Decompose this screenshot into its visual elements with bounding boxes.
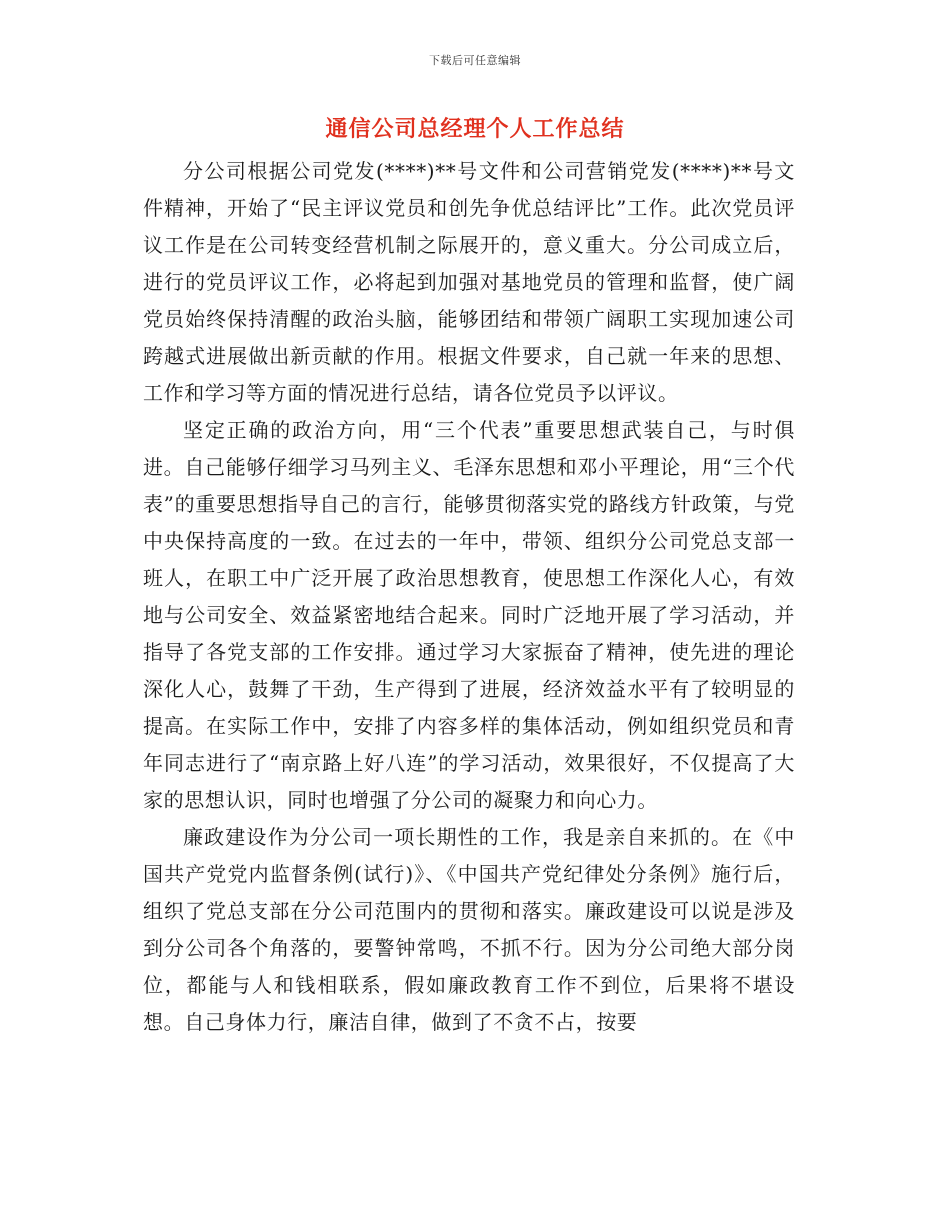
document-title: 通信公司总经理个人工作总结: [325, 116, 625, 142]
paragraph-1: 分公司根据公司党发(****)**号文件和公司营销党发(****)**号文件精神，开始了“民主评议党员和创先争优总结评比”工作。此次党员评议工作是在公司转变经营机制之际展开的，意义重大。分公司成立后，进行的党员评议工作，必将起到加强对基地党员的管理和监督，使广阔党员始终保持清醒的政治头脑，能够团结和带领广阔职工实现加速公司跨越式进展做出新贡献的作用。根据文件要求，自己就一年来的思想、工作和学习等方面的情况进行总结，请各位党员予以评议。: [143, 159, 795, 405]
paragraph-3: 廉政建设作为分公司一项长期性的工作，我是亲自来抓的。在《中国共产党党内监督条例(试行)》、《中国共产党纪律处分条例》施行后，组织了党总支部在分公司范围内的贯彻和落实。廉政建设可以说是涉及到分公司各个角落的，要警钟常鸣，不抓不行。因为分公司绝大部分岗位，都能与人和钱相联系，假如廉政教育工作不到位，后果将不堪设想。自己身体力行，廉洁自律，做到了不贪不占，按要: [143, 825, 795, 1034]
page-header-note: 下载后可任意编辑: [429, 54, 521, 67]
document-body: [143, 153, 795, 1041]
paragraph-2: 坚定正确的政治方向，用“三个代表”重要思想武装自己，与时俱进。自己能够仔细学习马列主义、毛泽东思想和邓小平理论，用“三个代表”的重要思想指导自己的言行，能够贯彻落实党的路线方针政策，与党中央保持高度的一致。在过去的一年中，带领、组织分公司党总支部一班人，在职工中广泛开展了政治思想教育，使思想工作深化人心，有效地与公司安全、效益紧密地结合起来。同时广泛地开展了学习活动，并指导了各党支部的工作安排。通过学习大家振奋了精神，使先进的理论深化人心，鼓舞了干劲，生产得到了进展，经济效益水平有了较明显的提高。在实际工作中，安排了内容多样的集体活动，例如组织党员和青年同志进行了“南京路上好八连”的学习活动，效果很好，不仅提高了大家的思想认识，同时也增强了分公司的凝聚力和向心力。: [143, 418, 795, 812]
